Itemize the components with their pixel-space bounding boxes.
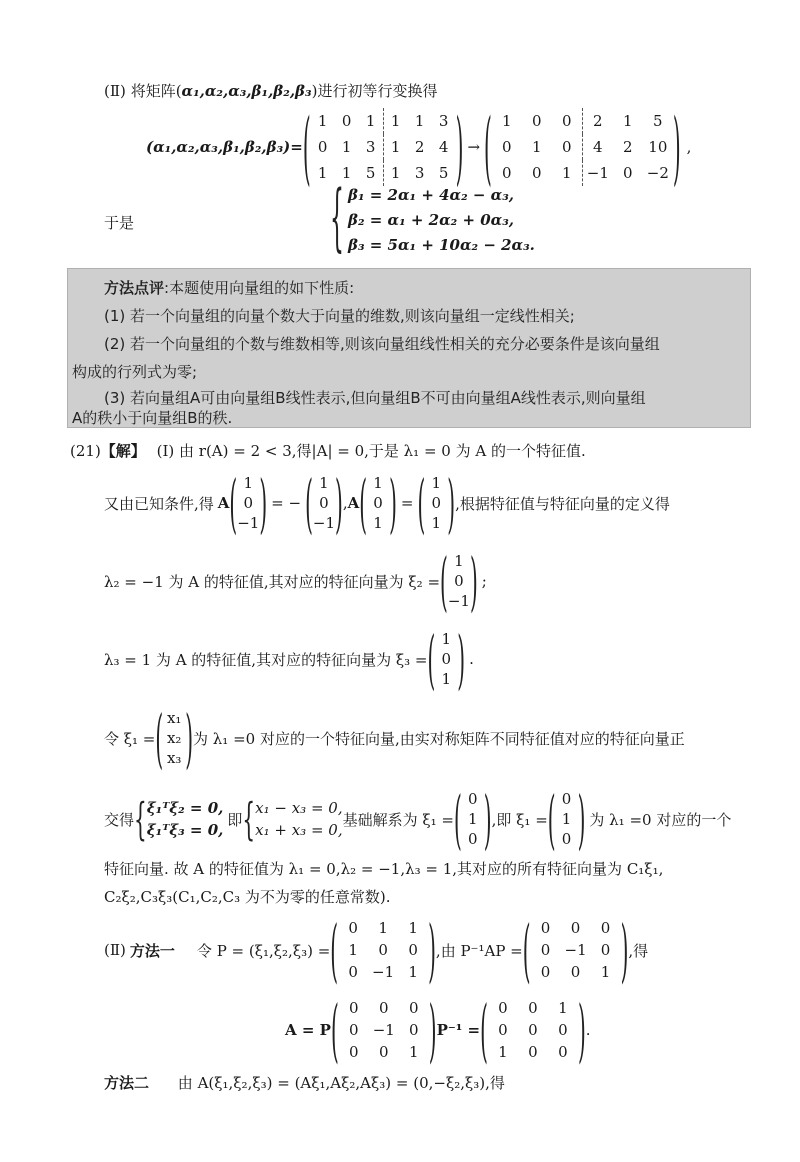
matrix-cell: 5 bbox=[365, 164, 376, 182]
matrix-cell: 0 bbox=[348, 1043, 359, 1061]
vector-entry: 1 bbox=[431, 514, 442, 532]
matrix-cell: 1 bbox=[532, 138, 542, 156]
matrix-cell: 1 bbox=[341, 138, 352, 156]
matrix-cell: −1 bbox=[564, 941, 587, 959]
matrix-cell: 1 bbox=[365, 112, 376, 130]
vector-entry: 0 bbox=[561, 830, 572, 848]
matrix-row bbox=[488, 997, 578, 1019]
matrix-row bbox=[531, 917, 621, 939]
matrix-cell: 4 bbox=[438, 138, 449, 156]
matrix-right: ( 1 0 0 2 1 5 0 1 0 4 2 10 0 0 1 −1 0 −2 ) bbox=[484, 99, 681, 195]
vector-entry: x₃ bbox=[166, 749, 182, 767]
matrix-cell: 1 bbox=[348, 941, 358, 959]
matrix-cell: 1 bbox=[383, 160, 408, 186]
vector-entry: 0 bbox=[319, 494, 329, 512]
vector-b: ( 1 0 −1 ) bbox=[305, 464, 343, 542]
review-line-3b: A的秩小于向量组B的秩. bbox=[72, 409, 233, 427]
so-that-label: 于是 bbox=[104, 214, 135, 232]
matrix-cell: 0 bbox=[348, 1021, 359, 1039]
matrix-cell: 1 bbox=[558, 999, 568, 1017]
matrix-row bbox=[338, 961, 428, 983]
vector-entry: 0 bbox=[561, 790, 572, 808]
so-that-system: { β₁ = 2α₁ + 4α₂ − α₃, β₂ = α₁ + 2α₂ + 0α₃, β₃ = 5α₁ + 10α₂ − 2α₃. bbox=[330, 179, 535, 262]
vector-xi1: ( x₁ x₂ x₃ ) bbox=[155, 699, 194, 777]
method-review-title: 方法点评 bbox=[104, 279, 165, 297]
review-line-1: (1) 若一个向量组的向量个数大于向量的维数,则该向量组一定线性相关; bbox=[104, 307, 575, 325]
matrix-row bbox=[339, 1019, 429, 1041]
vector-entry: 1 bbox=[468, 810, 478, 828]
matrix-cell: 3 bbox=[438, 112, 449, 130]
vector-entry: 0 bbox=[243, 494, 254, 512]
matrix-cell: 0 bbox=[498, 999, 508, 1017]
matrix-A-result: ( 0 0 1 0 0 0 1 0 0 ) bbox=[480, 989, 586, 1071]
let-xi1-line: 令 ξ₁ = ( x₁ x₂ x₃ ) 为 λ₁ =0 对应的一个特征向量,由实对称矩阵不同特征值对应的特征向量正 bbox=[104, 699, 685, 777]
vector-a: ( 1 0 −1 ) bbox=[229, 464, 268, 542]
matrix-cell: 0 bbox=[348, 999, 359, 1017]
review-line-2a: (2) 若一个向量组的个数与维数相等,则该向量组线性相关的充分必要条件是该向量组 bbox=[104, 335, 660, 353]
matrix-cell: 10 bbox=[648, 138, 668, 156]
vector-entry: 0 bbox=[373, 494, 383, 512]
matrix-cell: 0 bbox=[532, 112, 542, 130]
vector-entry: 1 bbox=[243, 474, 254, 492]
matrix-cell: 0 bbox=[623, 164, 633, 182]
matrix-cell: 0 bbox=[378, 941, 388, 959]
conclusion-line1: 特征向量. 故 A 的特征值为 λ₁ = 0,λ₂ = −1,λ₃ = 1,其对应的所有特征向量为 C₁ξ₁, bbox=[104, 860, 664, 878]
matrix-row bbox=[492, 108, 673, 134]
matrix-cell: 1 bbox=[378, 919, 388, 937]
matrix-cell: 5 bbox=[653, 112, 663, 130]
method-review-box: 方法点评:本题使用向量组的如下性质: (1) 若一个向量组的向量个数大于向量的维数,则该向量组一定线性相关; (2) 若一个向量组的个数与维数相等,则该向量组线性相关的充分必要条件是该向量组 构成的行列式为零; (3) 若向量组A可由向量组B线性表示,但向量组B不可由向量组A线性表示,则向量组 A的秩小于向量组B的秩. bbox=[67, 268, 751, 428]
method2-line: 方法二 由 A(ξ₁,ξ₂,ξ₃) = (Aξ₁,Aξ₂,Aξ₃) = (0,−ξ₂,ξ₃),得 bbox=[104, 1074, 505, 1092]
matrix-D2: ( 0 0 0 0 −1 0 0 0 1 ) bbox=[330, 989, 437, 1071]
matrix-D: ( 0 0 0 0 −1 0 0 0 1 ) bbox=[522, 909, 629, 991]
matrix-row bbox=[338, 939, 428, 961]
problem21-line1: (21)【解】 (Ⅰ) 由 r(A) = 2 < 3,得|A| = 0,于是 λ₁ = 0 为 A 的一个特征值. bbox=[70, 442, 586, 460]
matrix-left: ( 1 0 1 1 1 3 0 1 3 1 2 4 1 1 5 1 3 5 ) bbox=[302, 99, 464, 195]
problem21-line2: 又由已知条件,得 A ( 1 0 −1 ) = − ( 1 0 −1 ) , A ( 1 0 1 ) = ( 1 0 1 ) ,根据特征值与特征向量的定义得 bbox=[104, 464, 670, 542]
method2-label: 方法二 bbox=[104, 1074, 150, 1092]
matrix-cell: 1 bbox=[562, 164, 572, 182]
vector-entry: 1 bbox=[373, 514, 383, 532]
vector-entry: −1 bbox=[312, 514, 336, 532]
matrix-cell: −1 bbox=[582, 160, 613, 186]
matrix-cell: 0 bbox=[408, 1021, 419, 1039]
vector-entry: 1 bbox=[431, 474, 442, 492]
vector-entry: 1 bbox=[319, 474, 329, 492]
matrix-cell: 0 bbox=[600, 919, 611, 937]
matrix-cell: 3 bbox=[365, 138, 376, 156]
matrix-cell: 1 bbox=[408, 1043, 419, 1061]
matrix-row bbox=[488, 1019, 578, 1041]
vector-xi3: ( 1 0 1 ) bbox=[427, 620, 466, 698]
matrix-row bbox=[339, 1041, 429, 1063]
matrix-cell: 0 bbox=[528, 1043, 538, 1061]
matrix-cell: −1 bbox=[372, 1021, 395, 1039]
basis-vector: ( 0 1 0 ) bbox=[453, 780, 492, 858]
matrix-cell: 0 bbox=[348, 919, 358, 937]
basis-vector-2: ( 0 1 0 ) bbox=[547, 780, 586, 858]
matrix-row bbox=[311, 134, 456, 160]
matrix-row bbox=[339, 997, 429, 1019]
matrix-cell: 0 bbox=[540, 963, 551, 981]
matrix-cell: 0 bbox=[540, 919, 551, 937]
method1-label: 方法一 bbox=[129, 941, 175, 960]
matrix-cell: 0 bbox=[562, 112, 572, 130]
matrix-cell: 5 bbox=[438, 164, 449, 182]
matrix-cell: −1 bbox=[372, 963, 395, 981]
vector-entry: −1 bbox=[237, 514, 260, 532]
matrix-cell: 0 bbox=[341, 112, 352, 130]
matrix-cell: 2 bbox=[414, 138, 425, 156]
matrix-cell: 0 bbox=[558, 1043, 568, 1061]
matrix-cell: 4 bbox=[582, 134, 613, 160]
matrix-cell: 3 bbox=[414, 164, 425, 182]
vector-c: ( 1 0 1 ) bbox=[359, 464, 397, 542]
matrix-cell: 0 bbox=[502, 164, 512, 182]
matrix-row bbox=[531, 939, 621, 961]
part2-intro: (Ⅱ) 将矩阵(α₁,α₂,α₃,β₁,β₂,β₃)进行初等行变换得 bbox=[104, 82, 438, 100]
review-line-2b: 构成的行列式为零; bbox=[72, 363, 198, 381]
matrix-cell: 1 bbox=[414, 112, 425, 130]
matrix-cell: 0 bbox=[408, 999, 419, 1017]
vector-entry: −1 bbox=[447, 592, 470, 610]
matrix-cell: 2 bbox=[582, 108, 613, 134]
matrix-row bbox=[338, 917, 428, 939]
matrix-cell: 0 bbox=[317, 138, 328, 156]
matrix-cell: 0 bbox=[532, 164, 542, 182]
review-line-3a: (3) 若向量组A可由向量组B线性表示,但向量组B不可由向量组A线性表示,则向量组 bbox=[104, 389, 646, 407]
matrix-cell: 1 bbox=[498, 1043, 508, 1061]
matrix-cell: 0 bbox=[562, 138, 572, 156]
matrix-cell: 2 bbox=[623, 138, 633, 156]
matrix-cell: 0 bbox=[378, 1043, 389, 1061]
matrix-cell: 0 bbox=[408, 941, 418, 959]
A-result-line: A = P ( 0 0 0 0 −1 0 0 0 1 ) P⁻¹ = ( 0 0 1 0 0 0 1 0 0 ) . bbox=[285, 989, 591, 1071]
matrix-cell: 1 bbox=[341, 164, 352, 182]
vector-entry: 0 bbox=[431, 494, 442, 512]
matrix-cell: 0 bbox=[378, 999, 389, 1017]
matrix-cell: 0 bbox=[600, 941, 611, 959]
matrix-cell: 0 bbox=[528, 999, 538, 1017]
matrix-cell: 0 bbox=[558, 1021, 568, 1039]
vector-entry: 0 bbox=[468, 790, 478, 808]
conclusion-line2: C₂ξ₂,C₃ξ₃(C₁,C₂,C₃ 为不为零的任意常数). bbox=[104, 888, 391, 906]
matrix-cell: 0 bbox=[540, 941, 551, 959]
row-reduction: (α₁,α₂,α₃,β₁,β₂,β₃)= ( 1 0 1 1 1 3 0 1 3 1 2 4 1 1 5 1 3 5 ) → ( 1 0 0 2 1 5 0 1 0 4 2 10 0 0 1 −1 0 −2 ) , bbox=[146, 99, 692, 195]
vector-entry: 0 bbox=[468, 830, 478, 848]
matrix-cell: 1 bbox=[408, 963, 418, 981]
matrix-cell: 1 bbox=[600, 963, 611, 981]
vector-entry: 1 bbox=[441, 670, 452, 688]
vector-d: ( 1 0 1 ) bbox=[417, 464, 456, 542]
matrix-row bbox=[311, 108, 456, 134]
vector-entry: 0 bbox=[441, 650, 452, 668]
matrix-cell: 1 bbox=[502, 112, 512, 130]
method1-line: (Ⅱ) 方法一 令 P = (ξ₁,ξ₂,ξ₃) = ( 0 1 1 1 0 0 0 −1 1 ) ,由 P⁻¹AP = ( 0 0 0 0 −1 0 0 0 1 ) ,得 bbox=[104, 909, 649, 991]
matrix-cell: 0 bbox=[498, 1021, 508, 1039]
matrix-row bbox=[492, 134, 673, 160]
matrix-cell: 0 bbox=[570, 963, 581, 981]
vector-entry: x₂ bbox=[166, 729, 182, 747]
matrix-row bbox=[531, 961, 621, 983]
matrix-cell: 1 bbox=[408, 919, 418, 937]
matrix-P: ( 0 1 1 1 0 0 0 −1 1 ) bbox=[330, 909, 436, 991]
vector-entry: 1 bbox=[373, 474, 383, 492]
lambda2-line: λ₂ = −1 为 A 的特征值,其对应的特征向量为 ξ₂ = ( 1 0 −1 ) ; bbox=[104, 542, 487, 620]
matrix-cell: 0 bbox=[528, 1021, 538, 1039]
lambda3-line: λ₃ = 1 为 A 的特征值,其对应的特征向量为 ξ₃ = ( 1 0 1 ) . bbox=[104, 620, 474, 698]
vector-entry: 1 bbox=[454, 552, 464, 570]
vector-entry: 0 bbox=[454, 572, 464, 590]
matrix-cell: 1 bbox=[623, 112, 633, 130]
matrix-cell: 0 bbox=[570, 919, 581, 937]
matrix-row bbox=[488, 1041, 578, 1063]
matrix-cell: 0 bbox=[502, 138, 512, 156]
matrix-cell: −2 bbox=[646, 164, 669, 182]
vector-entry: 1 bbox=[441, 630, 452, 648]
matrix-cell: 1 bbox=[383, 108, 408, 134]
matrix-cell: 1 bbox=[317, 112, 328, 130]
matrix-cell: 0 bbox=[348, 963, 358, 981]
matrix-cell: 1 bbox=[383, 134, 408, 160]
vector-xi2: ( 1 0 −1 ) bbox=[440, 542, 478, 620]
vector-entry: x₁ bbox=[166, 709, 182, 727]
orthogonal-line: 交得 { ξ₁ᵀξ₂ = 0, ξ₁ᵀξ₃ = 0, 即 { x₁ − x₃ = 0, x₁ + x₃ = 0, 基础解系为 ξ₁ = ( 0 1 0 ) ,即 ξ₁ = ( 0 1 0 ) 为 λ₁ =0 对应的一个 bbox=[104, 780, 732, 858]
vector-entry: 1 bbox=[561, 810, 572, 828]
matrix-cell: 1 bbox=[317, 164, 328, 182]
